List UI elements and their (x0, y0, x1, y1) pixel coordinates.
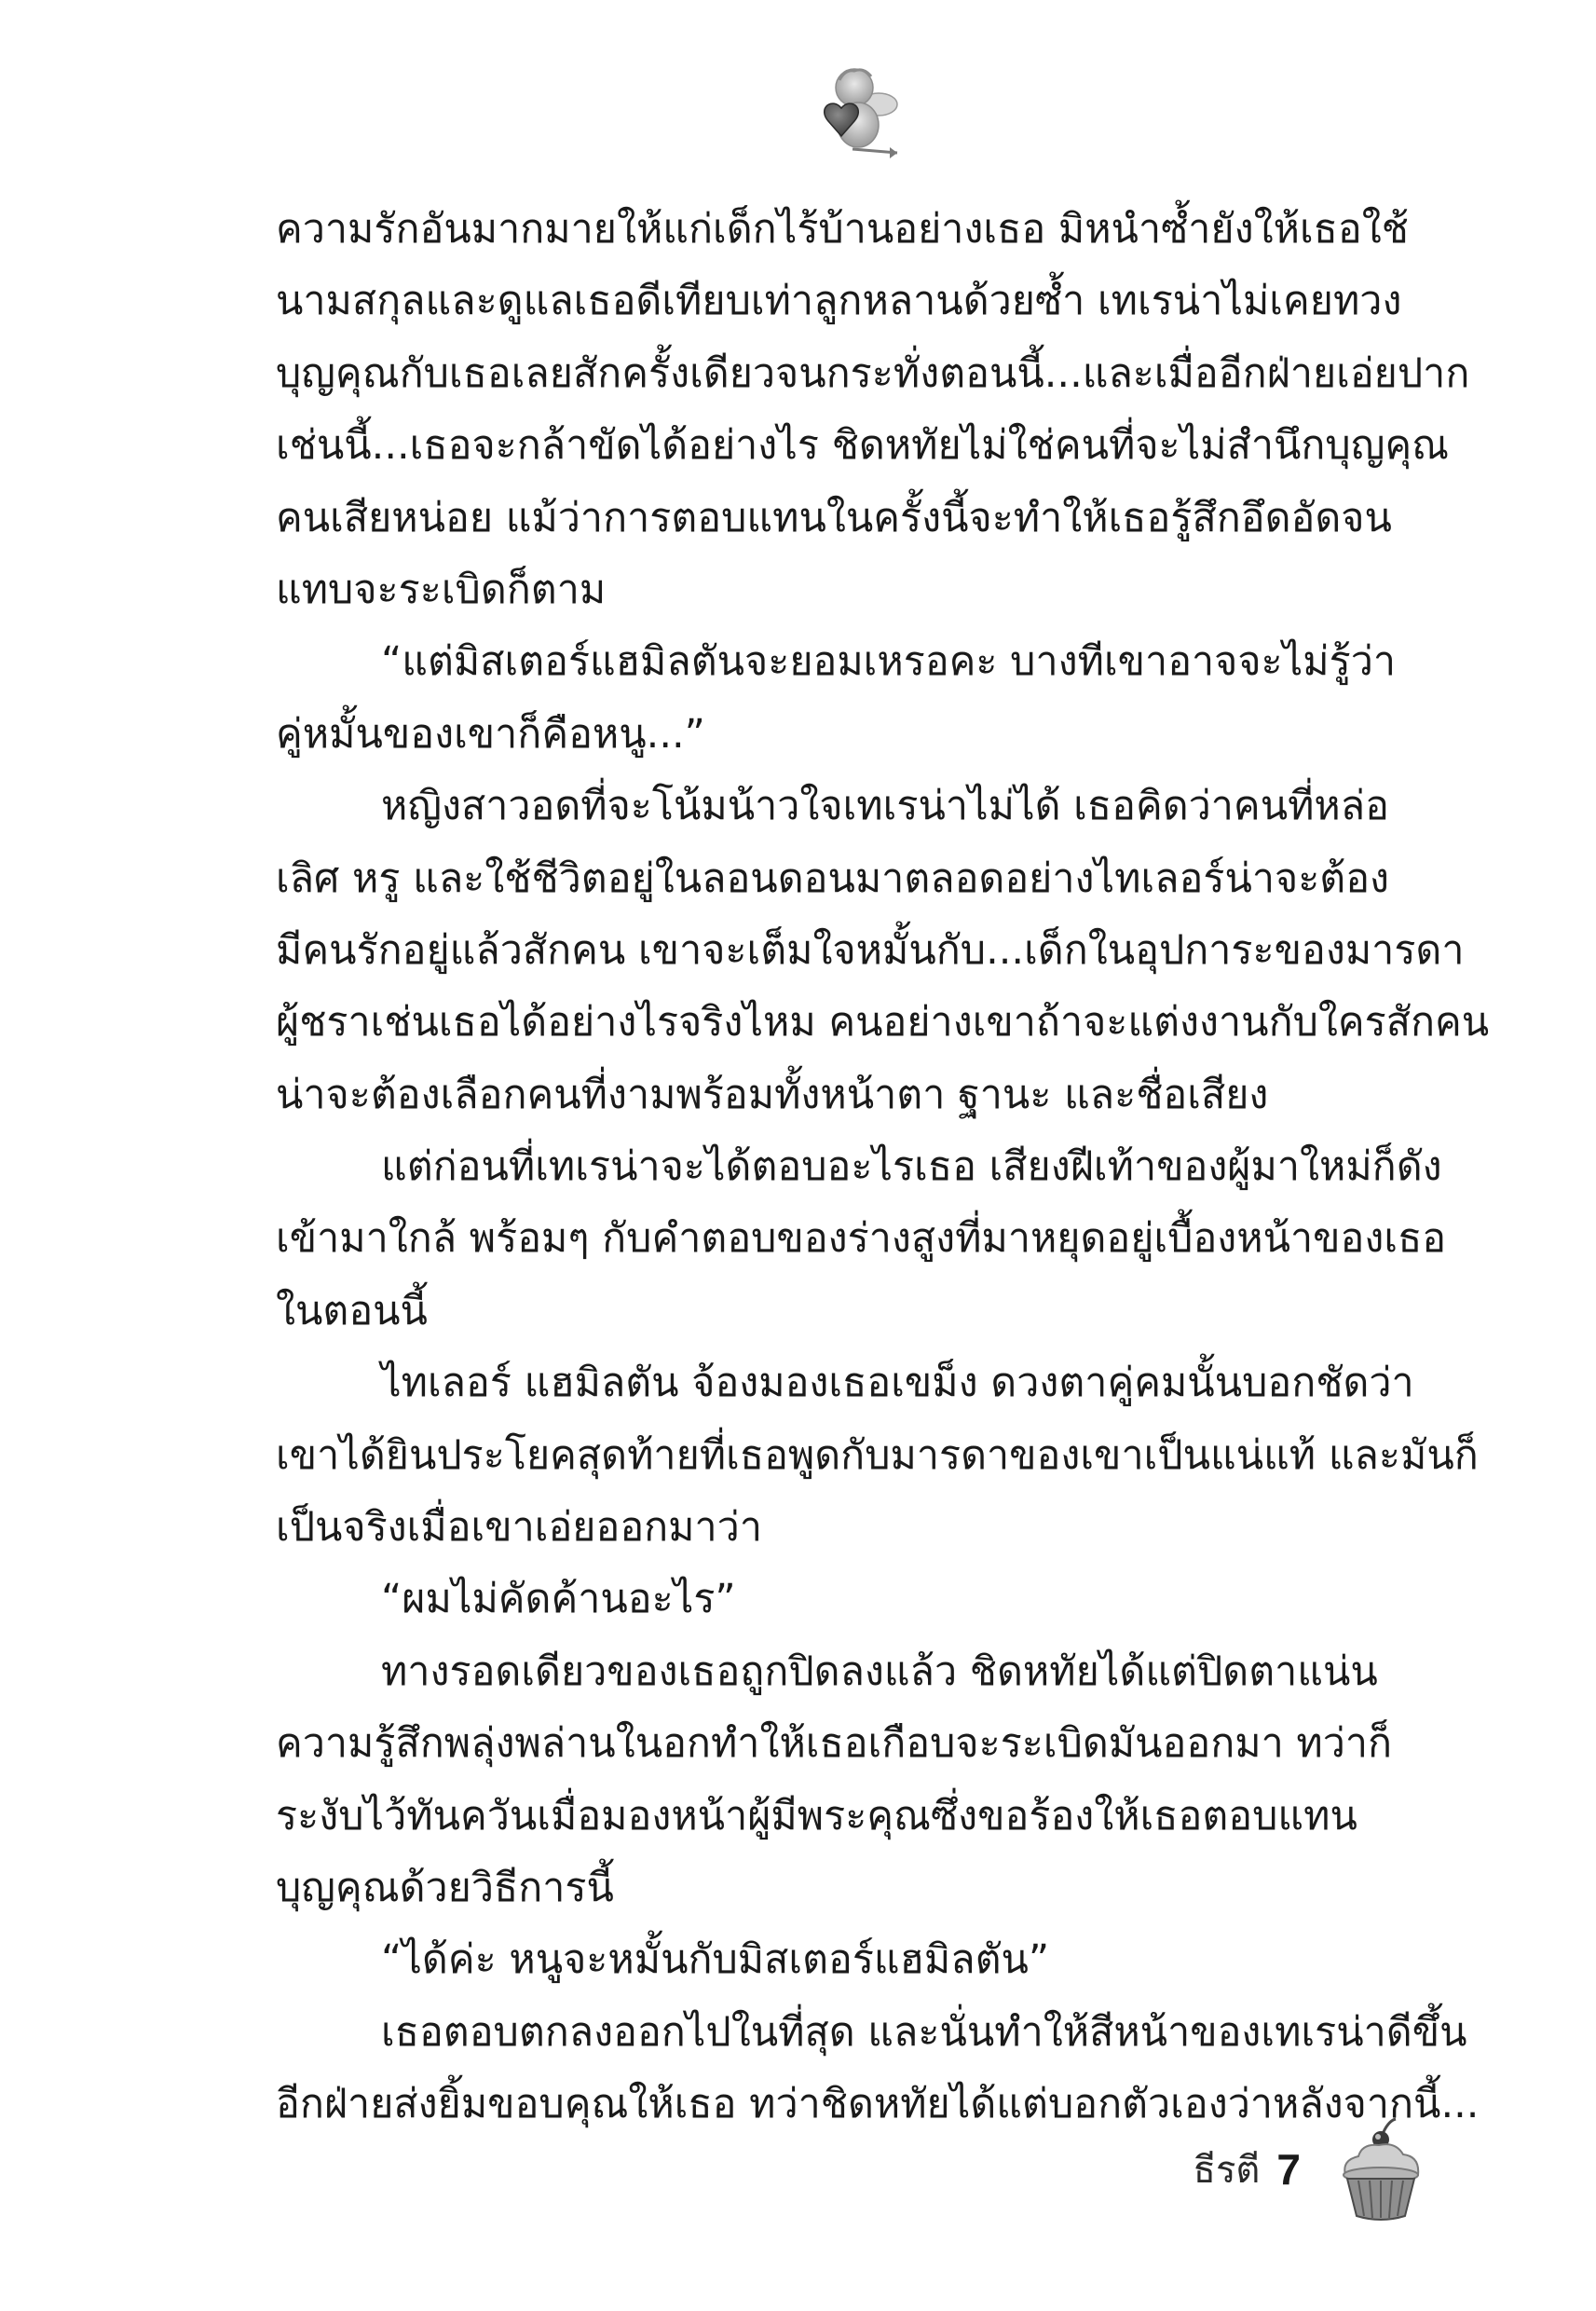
text-line: มีคนรักอยู่แล้วสักคน เขาจะเต็มใจหมั้นกับ...เด็กในอุปการะของมารดา (276, 926, 1465, 974)
text-line: บุญคุณกับเธอเลยสักครั้งเดียวจนกระทั่งตอนนี้...และเมื่ออีกฝ่ายเอ่ยปาก (276, 349, 1470, 397)
page-number: 7 (1276, 2145, 1301, 2194)
text-line: คู่หมั้นของเขาก็คือหนู...” (276, 710, 705, 758)
text-line: เป็นจริงเมื่อเขาเอ่ยออกมาว่า (276, 1504, 762, 1552)
cupid-with-heart-icon (797, 56, 908, 168)
text-line: ความรู้สึกพลุ่งพล่านในอกทำให้เธอเกือบจะระเบิดมันออกมา ทว่าก็ (276, 1720, 1393, 1768)
cupcake-icon (1325, 2113, 1437, 2225)
text-line: ไทเลอร์ แฮมิลตัน จ้องมองเธอเขม็ง ดวงตาคู่คมนั้นบอกชัดว่า (381, 1360, 1414, 1407)
text-line: แต่ก่อนที่เทเรน่าจะได้ตอบอะไรเธอ เสียงฝีเท้าของผู้มาใหม่ก็ดัง (381, 1143, 1442, 1191)
text-line: บุญคุณด้วยวิธีการนี้ (276, 1864, 614, 1911)
text-line: คนเสียหน่อย แม้ว่าการตอบแทนในครั้งนี้จะทำให้เธอรู้สึกอึดอัดจน (276, 494, 1392, 541)
text-line: แทบจะระเบิดก็ตาม (276, 566, 607, 613)
text-line: นามสกุลและดูแลเธอดีเทียบเท่าลูกหลานด้วยซ้ำ เทเรน่าไม่เคยทวง (276, 278, 1402, 325)
text-line: น่าจะต้องเลือกคนที่งามพร้อมทั้งหน้าตา ฐานะ และชื่อเสียง (276, 1071, 1269, 1118)
text-line: อีกฝ่ายส่งยิ้มขอบคุณให้เธอ ทว่าชิดหทัยได้แต่บอกตัวเองว่าหลังจากนี้... (276, 2081, 1480, 2128)
text-line: “ผมไม่คัดค้านอะไร” (381, 1576, 736, 1623)
text-line: เข้ามาใกล้ พร้อมๆ กับคำตอบของร่างสูงที่มาหยุดอยู่เบื้องหน้าของเธอ (276, 1215, 1447, 1263)
text-line: ในตอนนี้ (276, 1287, 428, 1334)
text-line: เช่นนี้...เธอจะกล้าขัดได้อย่างไร ชิดหทัยไม่ใช่คนที่จะไม่สำนึกบุญคุณ (276, 422, 1450, 470)
text-line: ผู้ชราเช่นเธอได้อย่างไรจริงไหม คนอย่างเขาถ้าจะแต่งงานกับใครสักคน (276, 999, 1490, 1046)
text-line: เลิศ หรู และใช้ชีวิตอยู่ในลอนดอนมาตลอดอย่างไทเลอร์น่าจะต้อง (276, 855, 1390, 902)
body-text (276, 194, 1490, 2128)
text-line: “ได้ค่ะ หนูจะหมั้นกับมิสเตอร์แฮมิลตัน” (381, 1936, 1050, 1984)
page-footer (1194, 2113, 1437, 2225)
text-line: หญิงสาวอดที่จะโน้มน้าวใจเทเรน่าไม่ได้ เธอคิดว่าคนที่หล่อ (381, 783, 1389, 830)
running-title: ธีรตี (1193, 2149, 1261, 2192)
text-line: ระงับไว้ทันควันเมื่อมองหน้าผู้มีพระคุณซึ่งขอร้องให้เธอตอบแทน (276, 1792, 1357, 1839)
text-line: ทางรอดเดียวของเธอถูกปิดลงแล้ว ชิดหทัยได้แต่ปิดตาแน่น (381, 1648, 1378, 1695)
text-line: “แต่มิสเตอร์แฮมิลตันจะยอมเหรอคะ บางทีเขาอาจจะไม่รู้ว่า (381, 638, 1397, 686)
text-line: ความรักอันมากมายให้แก่เด็กไร้บ้านอย่างเธอ มิหนำซ้ำยังให้เธอใช้ (276, 206, 1409, 253)
text-line: เขาได้ยินประโยคสุดท้ายที่เธอพูดกับมารดาของเขาเป็นแน่แท้ และมันก็ (276, 1431, 1479, 1479)
text-line: เธอตอบตกลงออกไปในที่สุด และนั่นทำให้สีหน้าของเทเรน่าดีขึ้น (381, 2008, 1467, 2056)
